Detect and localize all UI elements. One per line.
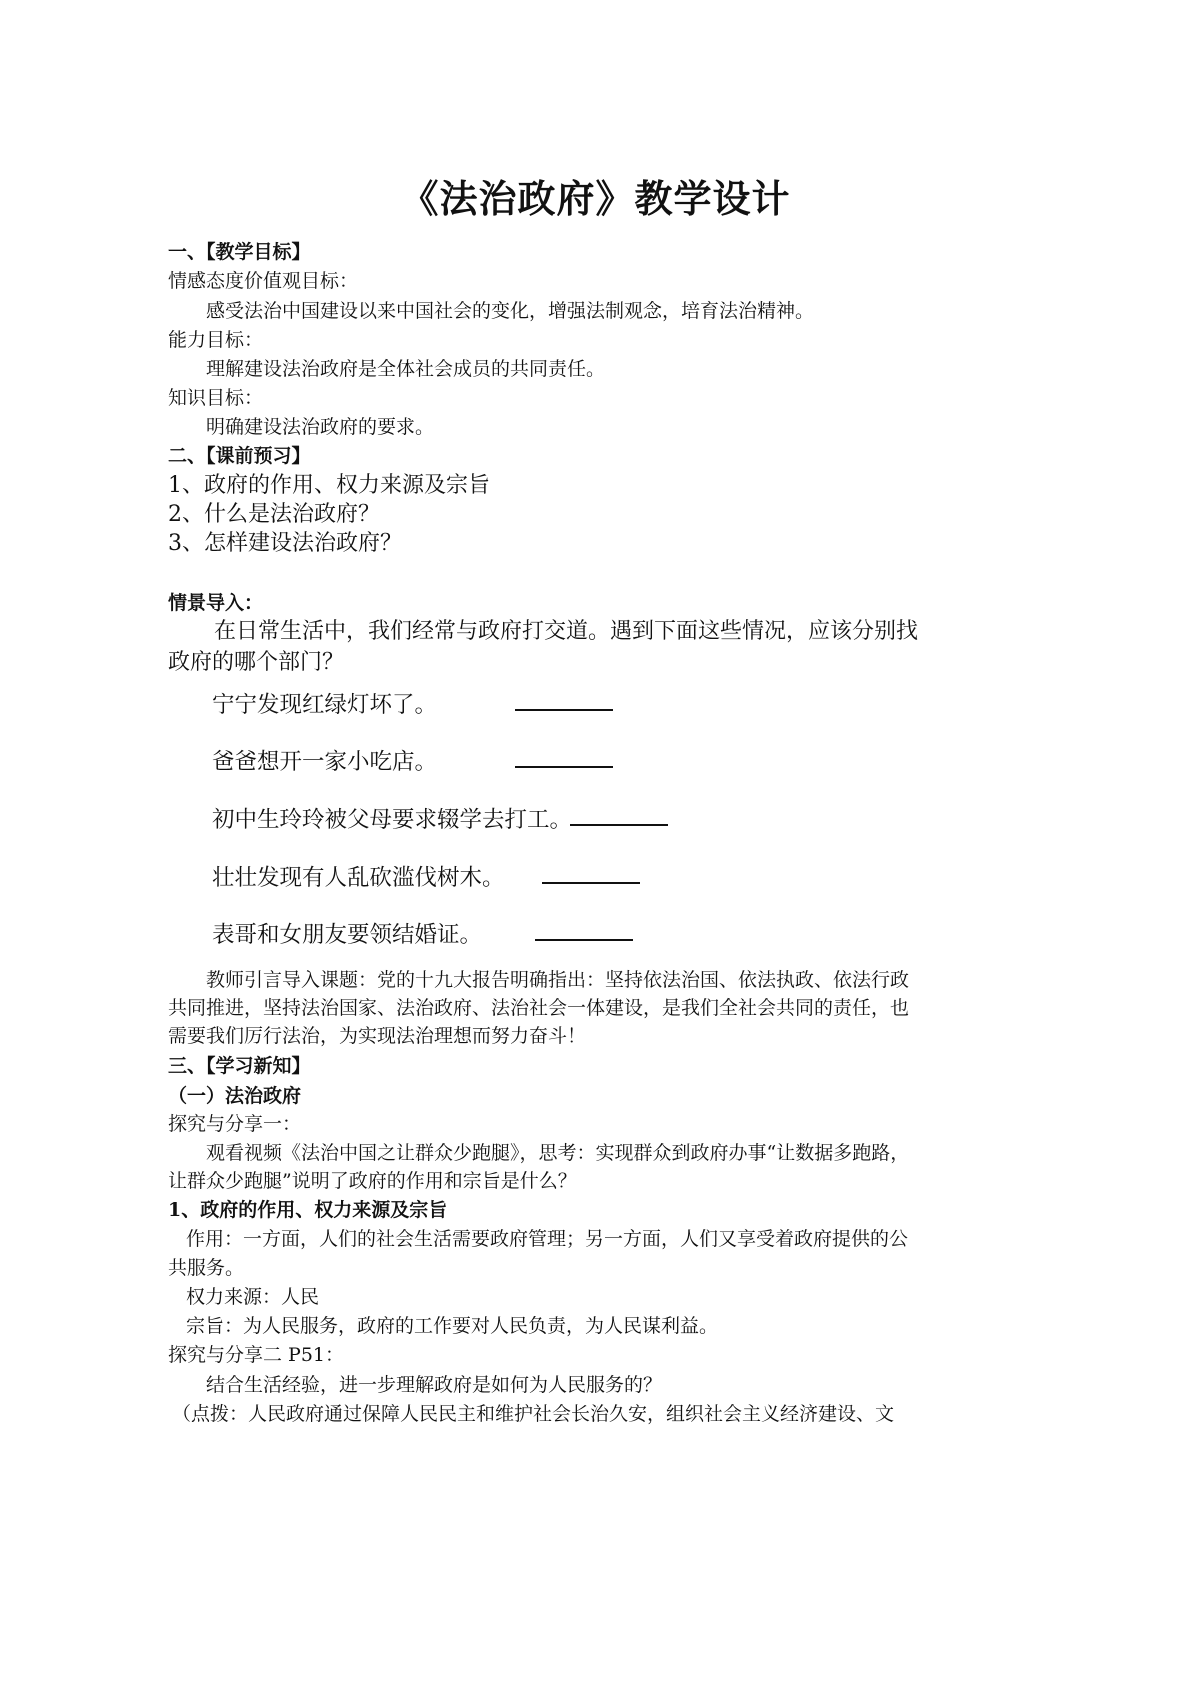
question-item (212, 860, 505, 892)
power-source-text: 权力来源：人民 (186, 1286, 320, 1308)
question-item (212, 744, 437, 776)
explore-label: 探究与分享二 P51： (168, 1344, 345, 1366)
ability-goal-label: 能力目标： (168, 329, 264, 351)
emotion-goal-text: 感受法治中国建设以来中国社会的变化，增强法制观念，培育法治精神。 (206, 300, 815, 322)
question-text: 初中生玲玲被父母要求辍学去打工。 (212, 807, 573, 833)
ability-goal-text: 理解建设法治政府是全体社会成员的共同责任。 (206, 358, 606, 380)
scene-paragraph-line: 政府的哪个部门？ (168, 650, 345, 675)
question-text: 表哥和女朋友要领结婚证。 (212, 922, 483, 948)
answer-blank (515, 707, 613, 711)
preview-item-3: 3、怎样建设法治政府？ (168, 531, 402, 556)
question-item (212, 802, 572, 834)
section-heading-preview: 二、【课前预习】 (168, 445, 311, 467)
question-item (212, 917, 482, 949)
subsection-heading: （一）法治政府 (168, 1085, 302, 1107)
point-heading: 1、政府的作用、权力来源及宗旨 (168, 1199, 448, 1221)
role-text-line: 共服务。 (168, 1257, 245, 1279)
question-text: 爸爸想开一家小吃店。 (212, 749, 438, 775)
explore-paragraph-line: 让群众少跑腿”说明了政府的作用和宗旨是什么？ (168, 1170, 577, 1192)
answer-blank (515, 764, 613, 768)
section-heading-objectives: 一、【教学目标】 (168, 241, 311, 263)
explore-paragraph-line: 结合生活经验，进一步理解政府是如何为人民服务的？ (206, 1374, 663, 1396)
answer-blank (570, 822, 668, 826)
preview-item-1: 1、政府的作用、权力来源及宗旨 (168, 473, 490, 498)
section-heading-new-knowledge: 三、【学习新知】 (168, 1055, 311, 1077)
explore-paragraph-line: 观看视频《法治中国之让群众少跑腿》，思考：实现群众到政府办事“让数据多跑路， (206, 1142, 910, 1164)
question-text: 壮壮发现有人乱砍滥伐树木。 (212, 865, 505, 891)
emotion-goal-label: 情感态度价值观目标： (168, 270, 359, 292)
hint-text-line: （点拨：人民政府通过保障人民民主和维护社会长治久安，组织社会主义经济建设、文 (172, 1403, 895, 1425)
answer-blank (535, 937, 633, 941)
answer-blank (542, 880, 640, 884)
preview-item-2: 2、什么是法治政府？ (168, 502, 380, 527)
question-text: 宁宁发现红绿灯坏了。 (212, 692, 438, 718)
scene-paragraph-line: 在日常生活中，我们经常与政府打交道。遇到下面这些情况，应该分别找 (214, 619, 919, 644)
knowledge-goal-text: 明确建设法治政府的要求。 (206, 416, 435, 438)
scene-heading: 情景导入： (168, 592, 264, 614)
question-item (212, 687, 437, 719)
knowledge-goal-label: 知识目标： (168, 387, 264, 409)
intro-paragraph-line: 共同推进，坚持法治国家、法治政府、法治社会一体建设，是我们全社会共同的责任，也 (168, 997, 910, 1019)
page-title: 《法治政府》教学设计 (400, 176, 791, 221)
role-text-line: 作用：一方面，人们的社会生活需要政府管理；另一方面，人们又享受着政府提供的公 (186, 1228, 909, 1250)
purpose-text: 宗旨：为人民服务，政府的工作要对人民负责，为人民谋利益。 (186, 1315, 719, 1337)
intro-paragraph-line: 教师引言导入课题：党的十九大报告明确指出：坚持依法治国、依法执政、依法行政 (206, 969, 910, 991)
explore-label: 探究与分享一： (168, 1113, 302, 1135)
intro-paragraph-line: 需要我们厉行法治，为实现法治理想而努力奋斗！ (168, 1025, 587, 1047)
